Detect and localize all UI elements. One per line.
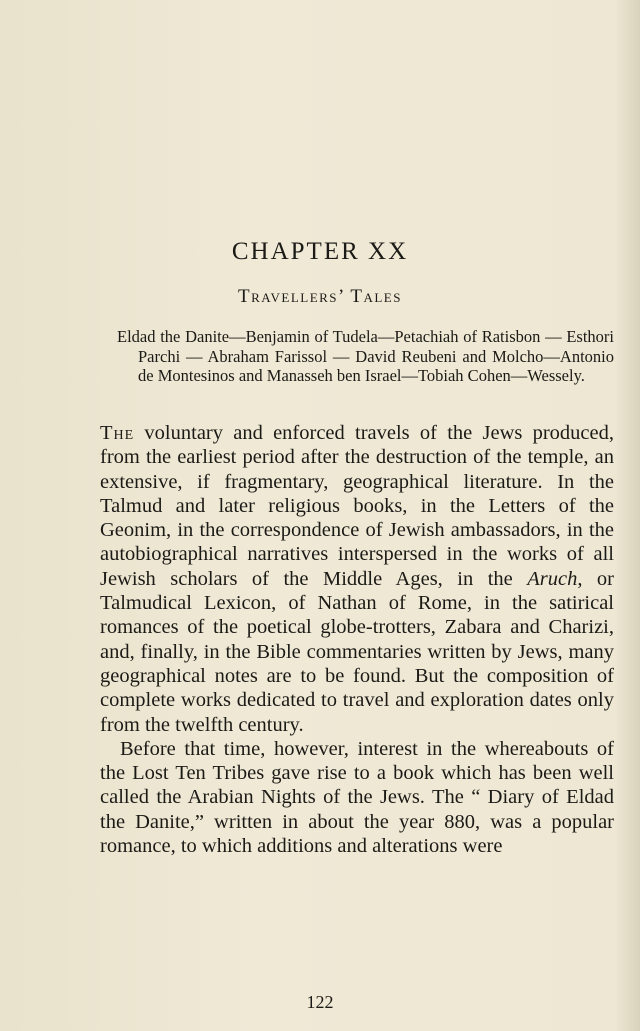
paragraph-1-part-b: , or Talmudical Lexicon, of Nathan of Rome, in the satirical romances of the poetical globe-trotters, Zabara and Charizi, and, finally, in the Bible commentaries written by Jews, many geographical notes are to be found. But the composition of complete works dedicated to travel and exploration dates only from the twelfth century. xyxy=(100,567,615,736)
paragraph-2: Before that time, however, interest in the whereabouts of the Lost Ten Tribes gave rise to a book which has been well called the Arabian Nights of the Jews. The “ Diary of Eldad the Danite,” written in about the year 880, was a popular romance, to which additions and alterations were xyxy=(100,737,614,858)
body-text xyxy=(100,421,614,858)
paragraph-1 xyxy=(100,421,614,737)
chapter-title: CHAPTER XX xyxy=(231,238,409,265)
page-number: 122 xyxy=(306,992,334,1012)
lead-word: The xyxy=(100,422,135,444)
chapter-subtitle: Travellers’ Tales xyxy=(238,286,402,307)
italic-term: Aruch xyxy=(527,567,578,590)
chapter-summary: Eldad the Danite—Benjamin of Tudela—Petachiah of Ratisbon — Esthori Parchi — Abraham Farissol — David Reubeni and Molcho—Antonio de Montesinos and Manasseh ben Israel—Tobiah Cohen—Wessely. xyxy=(117,327,614,385)
paragraph-1-part-a: voluntary and enforced travels of the Jews produced, from the earliest period after the destruction of the temple, an extensive, if fragmentary, geographical literature. In the Talmud and later religious books, in the Letters of the Geonim, in the correspondence of Jewish ambassadors, in the autobiographical narratives interspersed in the works of all Jewish scholars of the Middle Ages, in the xyxy=(100,422,614,590)
